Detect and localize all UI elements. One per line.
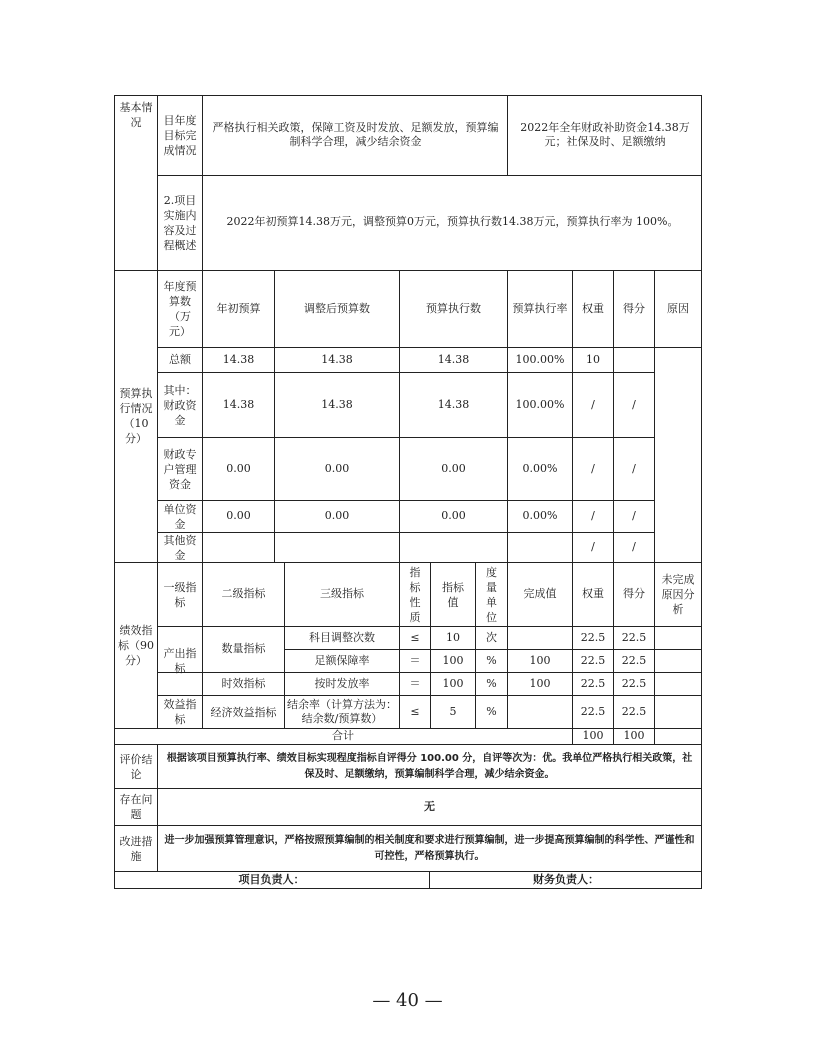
budget-row-executed: 0.00 <box>441 509 466 523</box>
perf-header-done: 完成值 <box>523 587 557 601</box>
total-score: 100 <box>623 729 645 743</box>
evaluation-conclusion-text: 根据该项目预算执行率、绩效目标实现程度指标自评得分 100.00 分，自评等次为：优。我单位严格执行相关政策，社保及时、足额缴纳，预算编制科学合理，减少结余资金。 <box>166 752 693 780</box>
project-lead-signature: 项目负责人： <box>238 873 305 887</box>
total-label: 合计 <box>332 729 354 743</box>
perf-row-value: 100 <box>442 653 464 667</box>
level2-quantity: 数量指标 <box>221 642 266 656</box>
perf-row-score: 22.5 <box>621 653 647 667</box>
perf-row-done: 100 <box>529 653 551 667</box>
perf-row-nature: ≤ <box>410 630 420 644</box>
perf-row-unit: % <box>486 704 497 718</box>
finance-lead-signature: 财务负责人： <box>533 873 599 887</box>
budget-header-weight: 权重 <box>582 301 604 315</box>
budget-row-executed <box>400 533 507 562</box>
budget-row-name: 总额 <box>169 352 191 366</box>
level1-output: 产出指标 <box>163 647 197 675</box>
budget-row-initial: 0.00 <box>226 509 251 523</box>
perf-row-unit: % <box>486 676 497 690</box>
budget-row-rate: 0.00% <box>522 509 558 523</box>
budget-header-reason: 原因 <box>667 301 689 315</box>
perf-row-done: 100 <box>529 676 551 690</box>
budget-row-name: 财政专户管理资金 <box>163 447 197 491</box>
annual-goal-result: 2022年全年财政补助资金14.38万元；社保及时、足额缴纳 <box>520 120 690 148</box>
budget-header-adjusted: 调整后预算数 <box>304 301 370 315</box>
budget-row-adjusted: 0.00 <box>324 509 350 523</box>
perf-row-weight: 22.5 <box>580 630 606 644</box>
budget-row-weight: / <box>591 397 595 411</box>
perf-row-unit: 次 <box>486 630 497 644</box>
perf-row-weight: 22.5 <box>580 704 606 718</box>
perf-row-score: 22.5 <box>621 676 647 690</box>
budget-row-executed: 0.00 <box>441 461 466 475</box>
level2-econ: 经济效益指标 <box>210 705 277 719</box>
annual-goal-label: 目年度目标完成情况 <box>163 113 197 157</box>
perf-header-level3: 三级指标 <box>320 587 364 601</box>
implementation-text: 2022年初预算14.38万元，调整预算0万元，预算执行数14.38万元，预算执行率为 100%。 <box>226 215 679 229</box>
budget-row-executed: 14.38 <box>437 397 470 411</box>
budget-execution-label: 预算执行情况（10分） <box>119 387 153 445</box>
budget-row-initial: 14.38 <box>222 397 255 411</box>
budget-row-rate: 100.00% <box>515 352 565 366</box>
budget-row-name: 其中：财政资金 <box>163 383 197 427</box>
budget-header-score: 得分 <box>623 301 645 315</box>
budget-row-executed: 14.38 <box>437 352 470 366</box>
perf-header-level2: 二级指标 <box>221 587 266 601</box>
perf-row-weight: 22.5 <box>580 653 606 667</box>
budget-row-score: / <box>632 540 636 554</box>
perf-row-level3: 科目调整次数 <box>309 630 375 644</box>
budget-row-initial: 0.00 <box>226 461 251 475</box>
perf-row-nature: ＝ <box>409 676 421 690</box>
budget-row-adjusted: 14.38 <box>321 397 353 411</box>
perf-row-done <box>508 696 572 728</box>
budget-header-rate: 预算执行率 <box>512 301 568 315</box>
issues-text: 无 <box>424 799 435 813</box>
budget-row-adjusted <box>275 533 399 562</box>
perf-header-unit: 度量单位 <box>486 565 497 624</box>
budget-row-weight: / <box>591 461 595 475</box>
budget-row-adjusted: 14.38 <box>321 352 353 366</box>
improvement-label: 改进措施 <box>119 834 153 863</box>
budget-row-rate: 0.00% <box>522 461 558 475</box>
budget-row-initial <box>203 533 274 562</box>
budget-row-rate: 100.00% <box>515 397 565 411</box>
budget-row-score: / <box>632 397 636 411</box>
perf-row-level3: 足额保障率 <box>314 653 370 667</box>
budget-row-initial: 14.38 <box>222 352 255 366</box>
budget-row-weight: / <box>591 509 595 523</box>
perf-row-weight: 22.5 <box>580 676 606 690</box>
budget-row-rate <box>508 533 572 562</box>
perf-row-value: 5 <box>449 704 457 718</box>
perf-row-nature: ＝ <box>409 653 421 667</box>
perf-row-value: 100 <box>442 676 464 690</box>
budget-row-weight: / <box>591 540 595 554</box>
perf-row-done <box>508 627 572 649</box>
budget-header-annual: 年度预算数（万元） <box>163 280 197 338</box>
budget-row-adjusted: 0.00 <box>324 461 350 475</box>
budget-row-name: 其他资金 <box>163 533 197 562</box>
budget-row-score: / <box>632 461 636 475</box>
perf-header-weight: 权重 <box>582 587 604 601</box>
perf-row-level3: 结余率（计算方法为：结余数/预算数） <box>287 697 397 725</box>
perf-header-nature: 指标性质 <box>409 565 421 624</box>
perf-header-level1: 一级指标 <box>163 580 197 609</box>
issues-label: 存在问题 <box>119 793 153 821</box>
budget-header-initial: 年初预算 <box>216 301 261 315</box>
perf-row-nature: ≤ <box>410 704 420 718</box>
perf-row-unit: % <box>486 653 497 667</box>
evaluation-conclusion-label: 评价结论 <box>119 752 153 781</box>
implementation-label: 2.项目实施内容及过程概述 <box>163 193 197 252</box>
perf-header-score: 得分 <box>623 587 645 601</box>
budget-row-name: 单位资金 <box>163 502 197 531</box>
perf-header-reason: 未完成原因分析 <box>661 573 695 616</box>
budget-header-executed: 预算执行数 <box>426 301 481 315</box>
performance-indicator-label: 绩效指标（90分） <box>118 624 154 667</box>
perf-row-value: 10 <box>446 630 460 644</box>
annual-goal-text: 严格执行相关政策，保障工资及时发放、足额发放，预算编制科学合理，减少结余资金 <box>212 120 499 148</box>
total-weight: 100 <box>582 729 604 743</box>
basic-info-label: 基本情况 <box>119 101 153 129</box>
budget-row-weight: 10 <box>586 352 600 366</box>
budget-row-score <box>614 348 654 372</box>
level2-time: 时效指标 <box>221 676 266 690</box>
budget-row-score: / <box>632 509 636 523</box>
perf-header-value: 指标值 <box>442 580 464 609</box>
level1-benefit: 效益指标 <box>163 698 197 726</box>
perf-row-score: 22.5 <box>621 630 647 644</box>
page-number: — 40 — <box>372 990 443 1011</box>
perf-row-level3: 按时发放率 <box>314 676 370 690</box>
improvement-text: 进一步加强预算管理意识，严格按照预算编制的相关制度和要求进行预算编制，进一步提高预算编制的科学性、严谨性和可控性，严格预算执行。 <box>164 834 695 862</box>
perf-row-score: 22.5 <box>621 704 647 718</box>
evaluation-table <box>114 95 702 889</box>
